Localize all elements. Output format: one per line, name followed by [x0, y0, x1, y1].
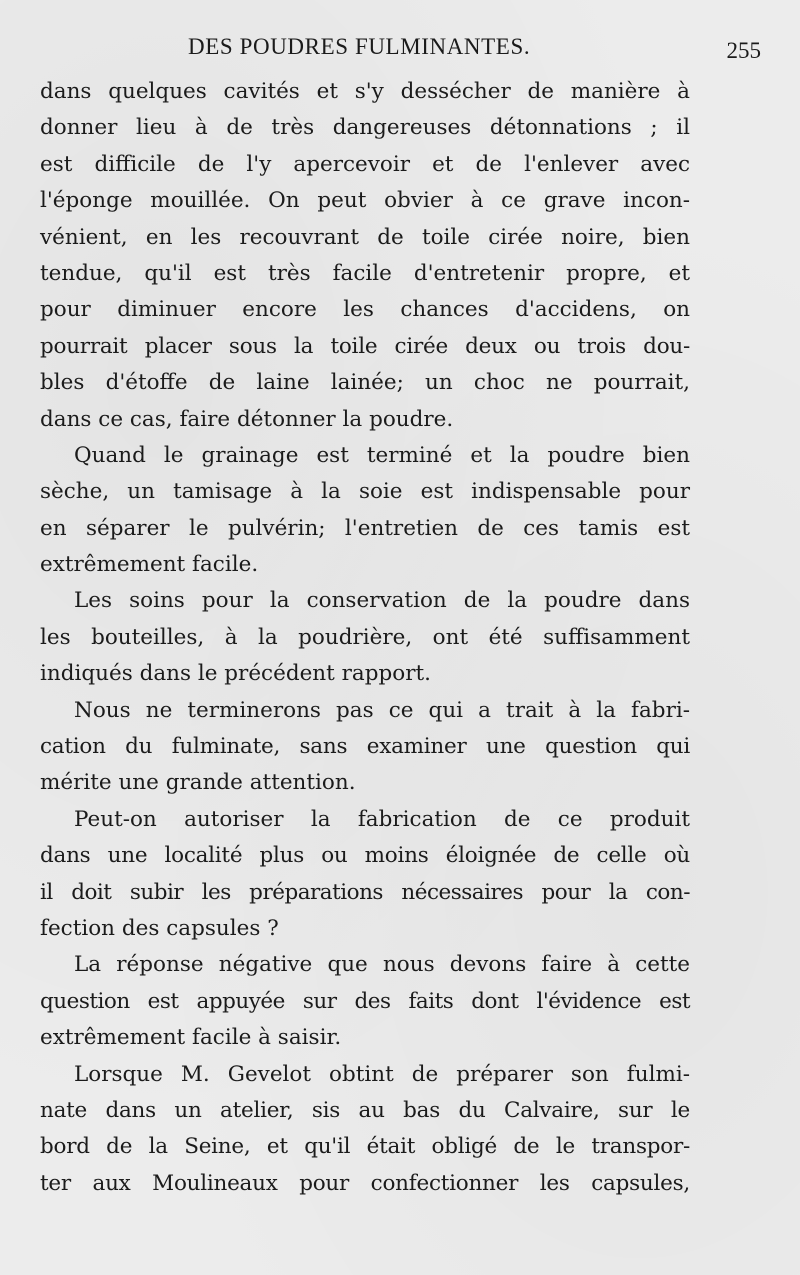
text-line: ter aux Moulineaux pour confectionner les capsules, — [40, 1170, 690, 1196]
text-line: dans quelques cavités et s'y dessécher de manière à — [40, 79, 690, 104]
text-line: pourrait placer sous la toile cirée deux ou trois dou- — [40, 333, 690, 359]
text-line: Les soins pour la conservation de la poudre dans — [74, 588, 690, 614]
running-title: DES POUDRES FULMINANTES. — [188, 34, 531, 59]
text-line: question est appuyée sur des faits dont l'évidence est — [40, 988, 690, 1014]
text-line: bles d'étoffe de laine lainée; un choc ne pourrait, — [40, 370, 690, 396]
text-line: bord de la Seine, et qu'il était obligé de le transpor- — [40, 1134, 690, 1160]
text-line: La réponse négative que nous devons faire à cette — [74, 952, 690, 978]
body-text — [40, 74, 690, 1202]
text-line: nate dans un atelier, sis au bas du Calvaire, sur le — [40, 1097, 690, 1123]
text-line: Nous ne terminerons pas ce qui a trait à la fabri- — [74, 697, 690, 723]
text-line: pour diminuer encore les chances d'accidens, on — [40, 297, 690, 323]
text-line: dans une localité plus ou moins éloignée de celle où — [40, 843, 690, 869]
text-line: en séparer le pulvérin; l'entretien de ces tamis est — [40, 515, 690, 541]
text-line: Peut-on autoriser la fabrication de ce produit — [74, 806, 690, 832]
text-line: sèche, un tamisage à la soie est indispensable pour — [40, 479, 690, 505]
text-line: Quand le grainage est terminé et la poudre bien — [74, 442, 690, 468]
running-head — [40, 34, 765, 68]
text-line: indiqués dans le précédent rapport. — [40, 661, 431, 687]
text-line: tendue, qu'il est très facile d'entretenir propre, et — [40, 260, 690, 286]
text-line: extrêmement facile. — [40, 552, 259, 578]
text-line: l'éponge mouillée. On peut obvier à ce grave incon- — [40, 188, 690, 214]
text-line: fection des capsules ? — [40, 915, 279, 941]
page-number: 255 — [726, 38, 761, 63]
text-line: mérite une grande attention. — [40, 770, 356, 796]
text-line: donner lieu à de très dangereuses détonnations ; il — [40, 115, 690, 141]
text-line: dans ce cas, faire détonner la poudre. — [40, 406, 454, 432]
text-line: cation du fulminate, sans examiner une question qui — [40, 734, 690, 760]
text-line: vénient, en les recouvrant de toile cirée noire, bien — [40, 224, 690, 250]
text-line: extrêmement facile à saisir. — [40, 1025, 342, 1051]
text-line: il doit subir les préparations nécessaires pour la con- — [40, 879, 690, 905]
text-line: Lorsque M. Gevelot obtint de préparer son fulmi- — [74, 1061, 690, 1087]
text-line: les bouteilles, à la poudrière, ont été suffisamment — [40, 624, 690, 650]
text-line: est difficile de l'y apercevoir et de l'enlever avec — [40, 151, 690, 177]
